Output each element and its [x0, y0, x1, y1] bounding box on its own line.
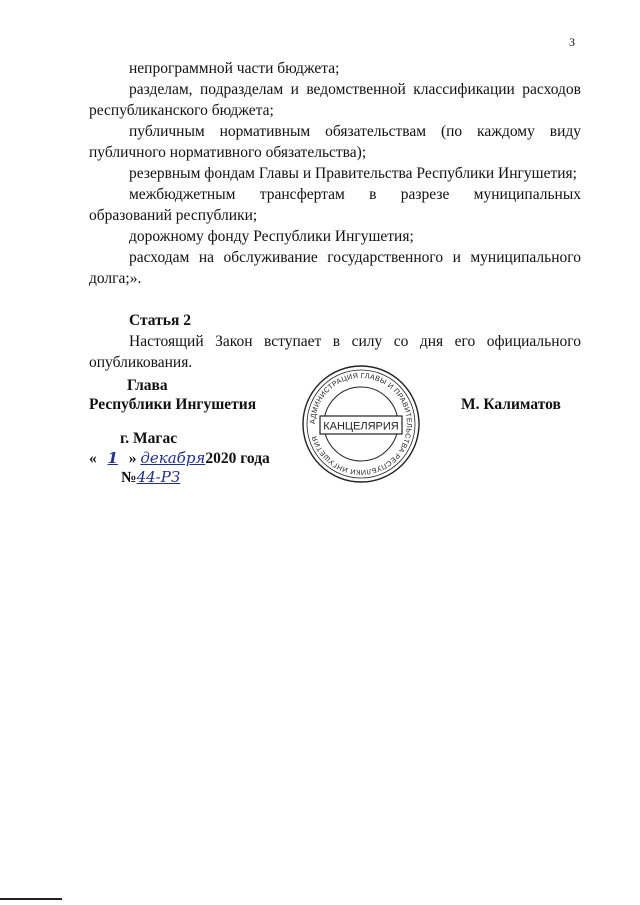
official-stamp — [300, 363, 422, 490]
list-item: публичным нормативным обязательствам (по каждому виду публичного нормативного обязательства); — [89, 123, 581, 161]
date-open-quote: « — [89, 450, 97, 467]
law-number-label: № — [121, 469, 137, 486]
date-month: декабря — [140, 449, 206, 467]
list-item: расходам на обслуживание государственного и муниципального долга;». — [89, 249, 581, 287]
list-item: межбюджетным трансфертам в разрезе муниципальных образований республики; — [89, 186, 581, 224]
date-close-quote: » — [128, 450, 137, 467]
article-text: Настоящий Закон вступает в силу со дня его официального опубликования. — [89, 333, 581, 371]
scan-edge-mark — [0, 898, 62, 900]
signatory-name: М. Калиматов — [461, 396, 561, 413]
list-item: дорожному фонду Республики Ингушетия; — [129, 228, 414, 245]
law-number — [121, 468, 180, 487]
date-day: 1 — [107, 449, 118, 467]
stamp-center-text: КАНЦЕЛЯРИЯ — [323, 420, 399, 433]
list-item: резервным фондам Главы и Правительства Республики Ингушетия; — [129, 165, 577, 182]
list-item: непрограммной части бюджета; — [129, 60, 340, 77]
date-year: 2020 года — [205, 450, 270, 467]
signing-date — [89, 449, 270, 468]
stamp-ring-text: АДМИНИСТРАЦИЯ ГЛАВЫ И ПРАВИТЕЛЬСТВА РЕСПУБЛИКИ ИНГУШЕТИЯ — [307, 370, 415, 478]
article-title: Статья 2 — [129, 312, 191, 329]
page-number: 3 — [569, 35, 575, 49]
place-of-signing: г. Магас — [120, 430, 178, 447]
signatory-title-line1: Глава — [127, 377, 168, 394]
list-item: разделам, подразделам и ведомственной классификации расходов республиканского бюджета; — [89, 81, 581, 119]
document-body — [89, 58, 581, 373]
law-number-value: 44-РЗ — [136, 468, 181, 486]
signatory-title-line2: Республики Ингушетия — [89, 396, 257, 413]
